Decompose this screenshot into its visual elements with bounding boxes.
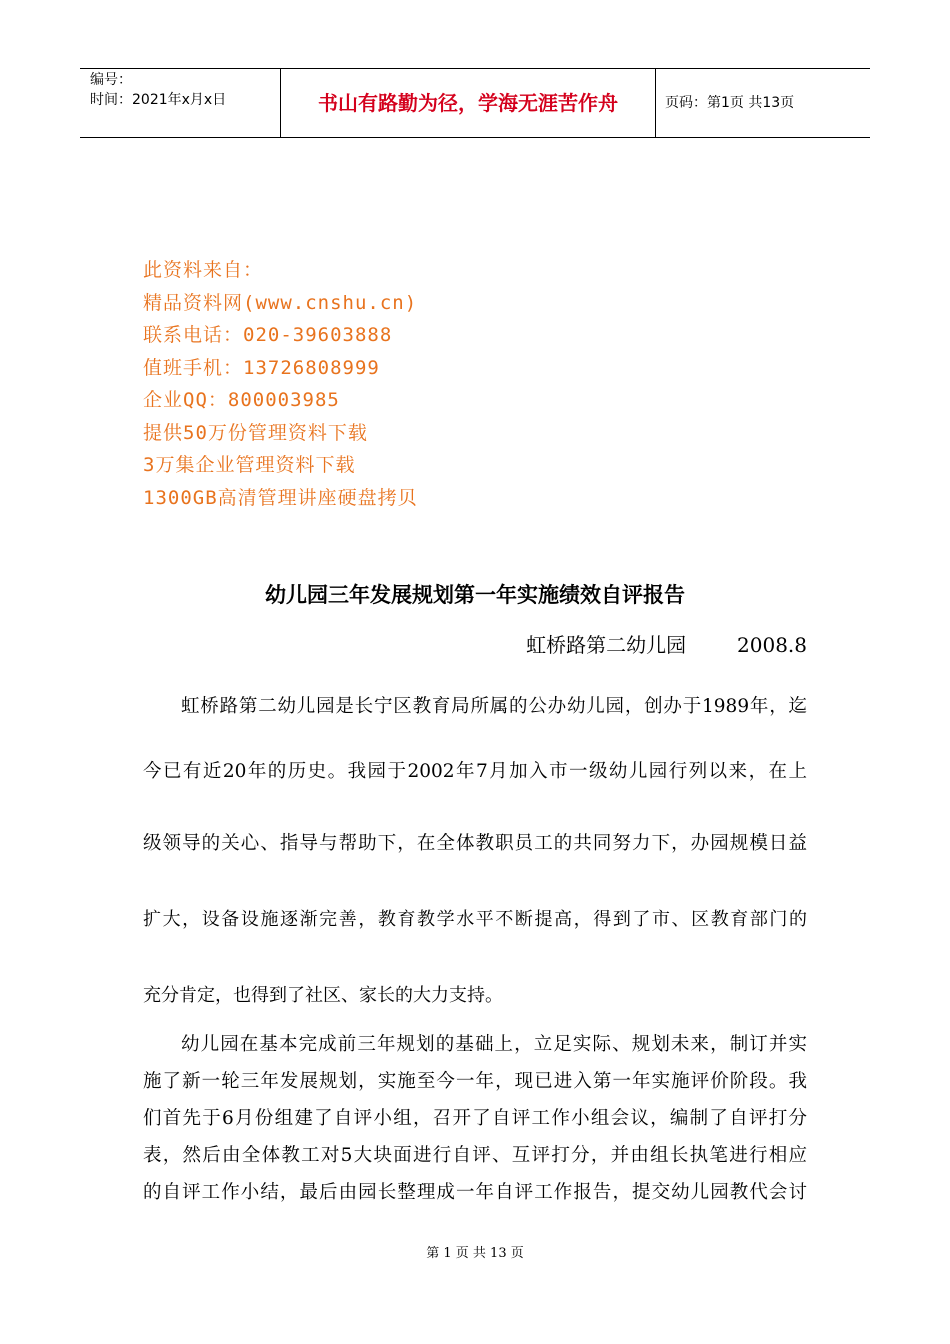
paragraph-line: 今已有近20年的历史。我园于2002年7月加入市一级幼儿园行列以来，在上	[143, 761, 807, 782]
number-label: 编号：	[90, 72, 132, 88]
paragraph-line: 扩大，设备设施逐渐完善，教育教学水平不断提高，得到了市、区教育部门的	[143, 909, 807, 930]
paragraph-line: 幼儿园在基本完成前三年规划的基础上，立足实际、规划未来，制订并实	[181, 1034, 807, 1055]
header-motto: 书山有路勤为径，学海无涯苦作舟	[281, 69, 656, 137]
promo-line: 值班手机：13726808999	[143, 356, 380, 379]
paragraph-line: 施了新一轮三年发展规划，实施至今一年，现已进入第一年实施评价阶段。我	[143, 1071, 807, 1092]
header-meta	[80, 69, 281, 137]
promo-line: 联系电话：020-39603888	[143, 324, 393, 346]
header-page-info: 页码：第1页 共13页	[665, 95, 795, 111]
paragraph-line: 表，然后由全体教工对5大块面进行自评、互评打分，并由组长执笔进行相应	[143, 1145, 807, 1166]
page-footer: 第 1 页 共 13 页	[426, 1246, 524, 1261]
page-header	[80, 68, 870, 138]
promo-line: 提供50万份管理资料下载	[143, 421, 368, 444]
document-byline: 虹桥路第二幼儿园 2008.8	[526, 633, 807, 657]
promo-line: 3万集企业管理资料下载	[143, 454, 356, 476]
paragraph-line: 虹桥路第二幼儿园是长宁区教育局所属的公办幼儿园，创办于1989年，迄	[181, 696, 807, 717]
time-label: 时间：2021年x月x日	[90, 92, 227, 108]
promo-line: 1300GB高清管理讲座硬盘拷贝	[143, 486, 418, 509]
paragraph-line: 们首先于6月份组建了自评小组，召开了自评工作小组会议，编制了自评打分	[143, 1108, 807, 1129]
promo-block	[143, 254, 418, 514]
document-title: 幼儿园三年发展规划第一年实施绩效自评报告	[265, 583, 685, 607]
promo-line: 此资料来自：	[143, 259, 264, 281]
paragraph-line: 充分肯定，也得到了社区、家长的大力支持。	[143, 985, 503, 1006]
paragraph-line: 级领导的关心、指导与帮助下，在全体教职员工的共同努力下，办园规模日益	[143, 833, 807, 854]
promo-line: 企业QQ：800003985	[143, 389, 340, 411]
promo-line: 精品资料网(www.cnshu.cn)	[143, 291, 418, 314]
paragraph-line: 的自评工作小结，最后由园长整理成一年自评工作报告，提交幼儿园教代会讨	[143, 1182, 807, 1203]
